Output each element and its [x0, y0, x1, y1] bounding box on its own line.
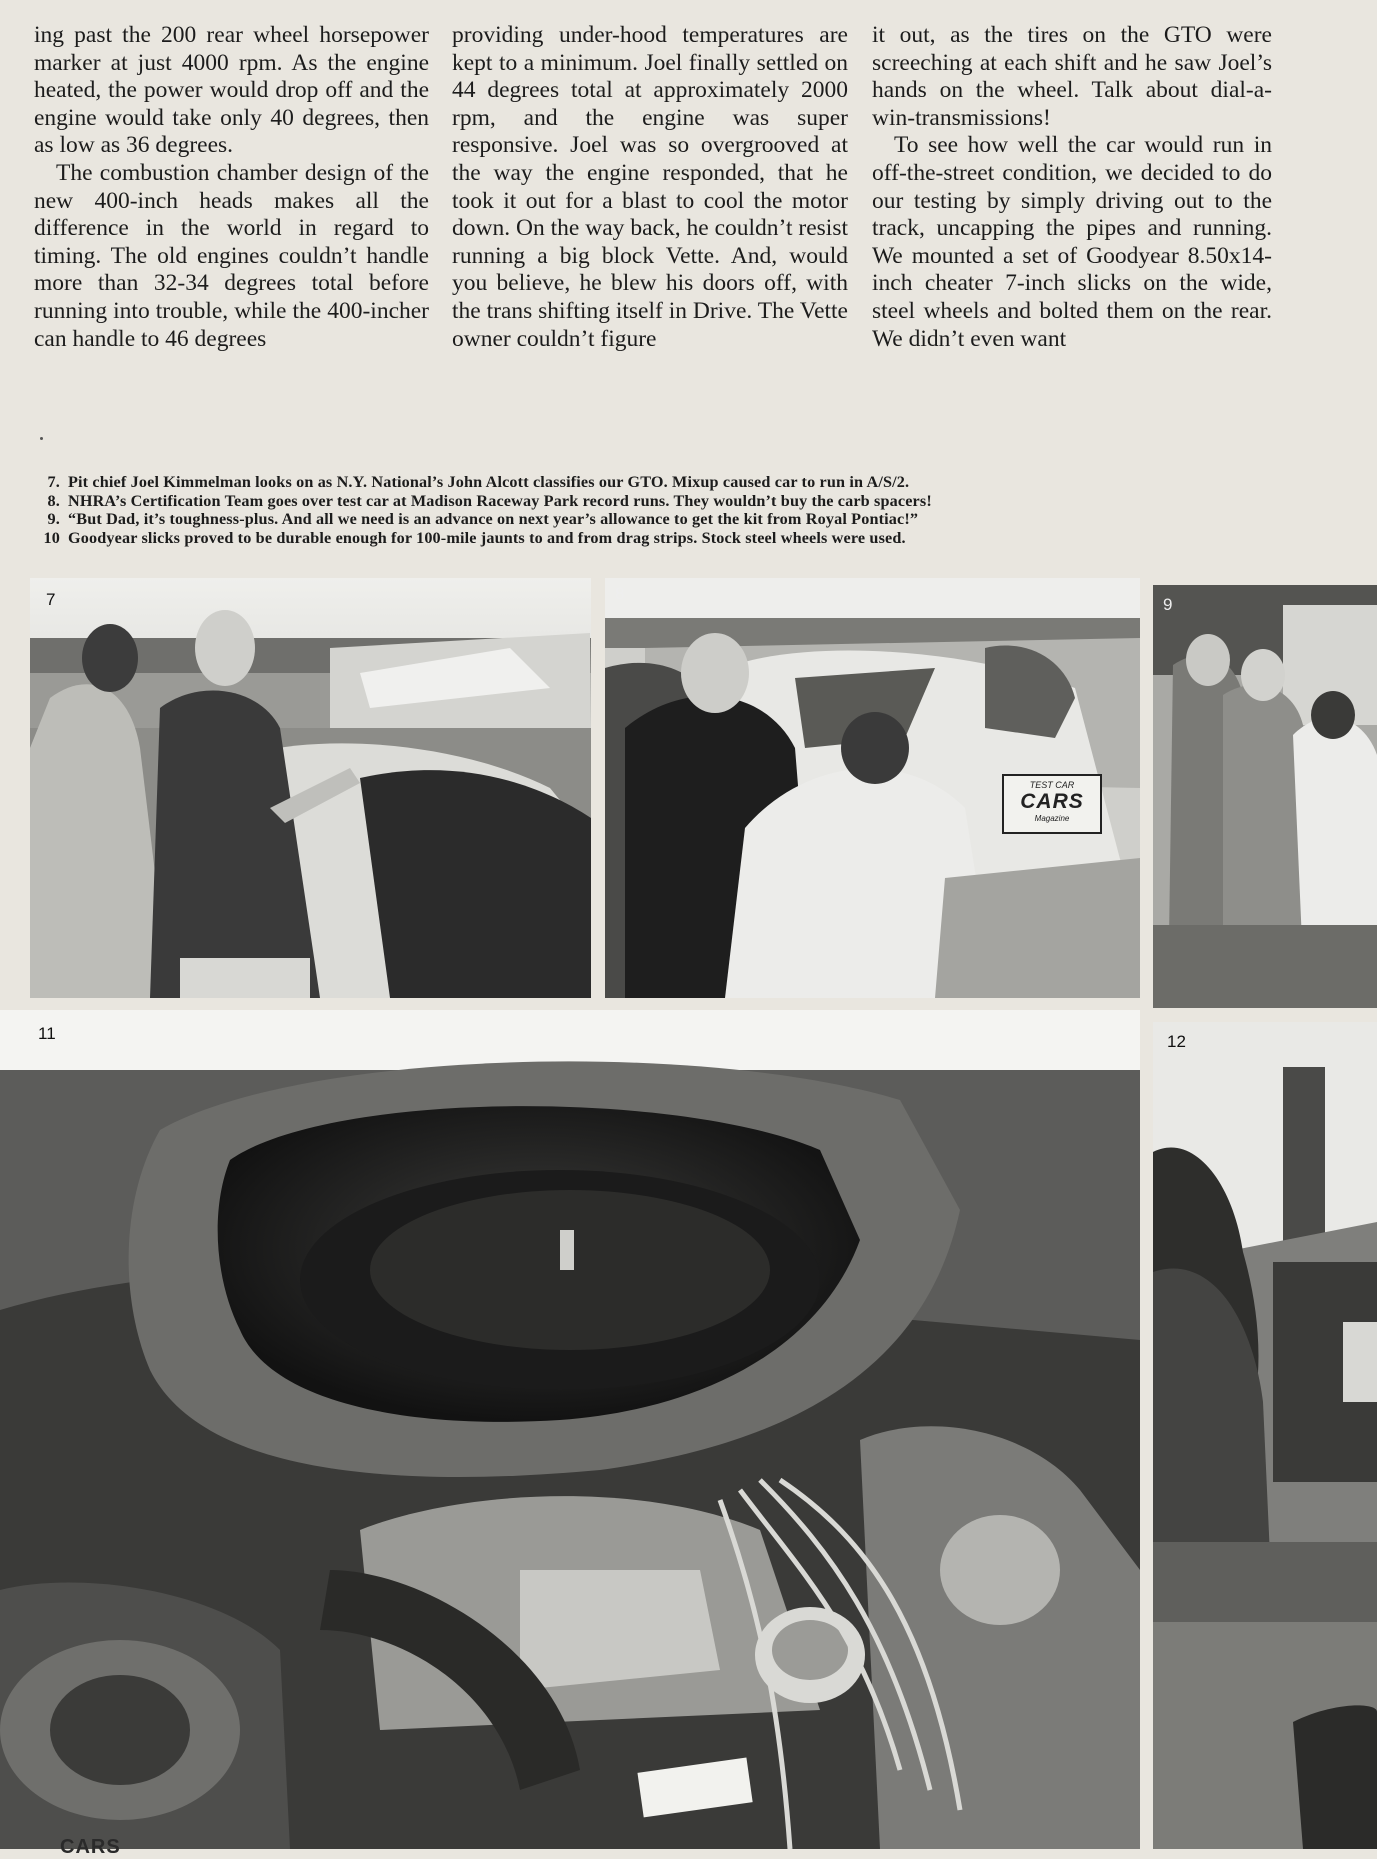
photo-12-illustration [1153, 1022, 1377, 1849]
photo-7-illustration [30, 578, 591, 998]
photo-captions [30, 473, 1330, 547]
paragraph: The combustion chamber design of the new 400-inch heads makes all the difference in the world in regard to timing. The old engines couldn’t handle more than 32-34 degrees total before running into trouble, while the 400-incher can handle to 46 degrees [34, 159, 429, 352]
text-column-1 [34, 22, 429, 353]
caption-8: 8. NHRA’s Certification Team goes over test car at Madison Raceway Park record runs. They wouldn’t buy the carb spacers! [47, 491, 932, 510]
photo-9-dad-and-kid [1153, 585, 1377, 1008]
caption-9: 9. “But Dad, it’s toughness-plus. And all we need is an advance on next year’s allowance to get the kit from Royal Pontiac!” [47, 510, 919, 529]
paragraph: providing under-hood temperatures are kept to a minimum. Joel finally settled on 44 degrees total at approximately 2000 rpm, and the engine was super responsive. Joel was so overgrooved at the way the engine responded, that he took it out for a blast to cool the motor down. On the way back, he couldn’t resist running a big block Vette. And, would you believe, he blew his doors off, with the trans shifting itself in Drive. The Vette owner couldn’t figure [452, 22, 848, 352]
paragraph: To see how well the car would run in off-the-street condition, we decided to do our testing by simply driving out to the track, uncapping the pipes and running. We mounted a set of Goodyear 8.50x14-inch cheater 7-inch slicks on the wide, steel wheels and bolted them on the rear. We didn’t even want [872, 132, 1272, 352]
photo-9-illustration [1153, 585, 1377, 1008]
photo-11-engine-bay [0, 1010, 1140, 1849]
photo-number: 11 [38, 1024, 56, 1043]
photo-8-nhra-certification [605, 578, 1140, 998]
photo-number: 12 [1167, 1032, 1186, 1051]
photo-number: 9 [1163, 595, 1173, 614]
photo-12-house-with-car [1153, 1022, 1377, 1849]
text-column-3 [872, 22, 1272, 353]
caption-10: 10 Goodyear slicks proved to be durable enough for 100-mile jaunts to and from drag strips. Stock steel wheels were used. [43, 528, 906, 547]
photo-number: 7 [46, 590, 56, 609]
caption-7: 7. Pit chief Joel Kimmelman looks on as N.Y. National’s John Alcott classifies our GTO. Mixup caused car to run in A/S/2. [47, 473, 910, 491]
photo-7-pit-chief-at-gto [30, 578, 591, 998]
test-car-cars-placard: TEST CAR CARS Magazine [1002, 774, 1102, 834]
photo-11-illustration [0, 1010, 1140, 1849]
paragraph: it out, as the tires on the GTO were screeching at each shift and he saw Joel’s hands on the wheel. Talk about dial-a-win-transmissions! [872, 22, 1272, 131]
stray-dot [40, 437, 43, 440]
text-column-2 [452, 22, 848, 353]
paragraph: ing past the 200 rear wheel horsepower marker at just 4000 rpm. As the engine heated, the power would drop off and the engine would take only 40 degrees, then as low as 36 degrees. [34, 22, 429, 159]
photo-number: 8 [615, 584, 625, 603]
magazine-footer-title: CARS [60, 1836, 121, 1858]
